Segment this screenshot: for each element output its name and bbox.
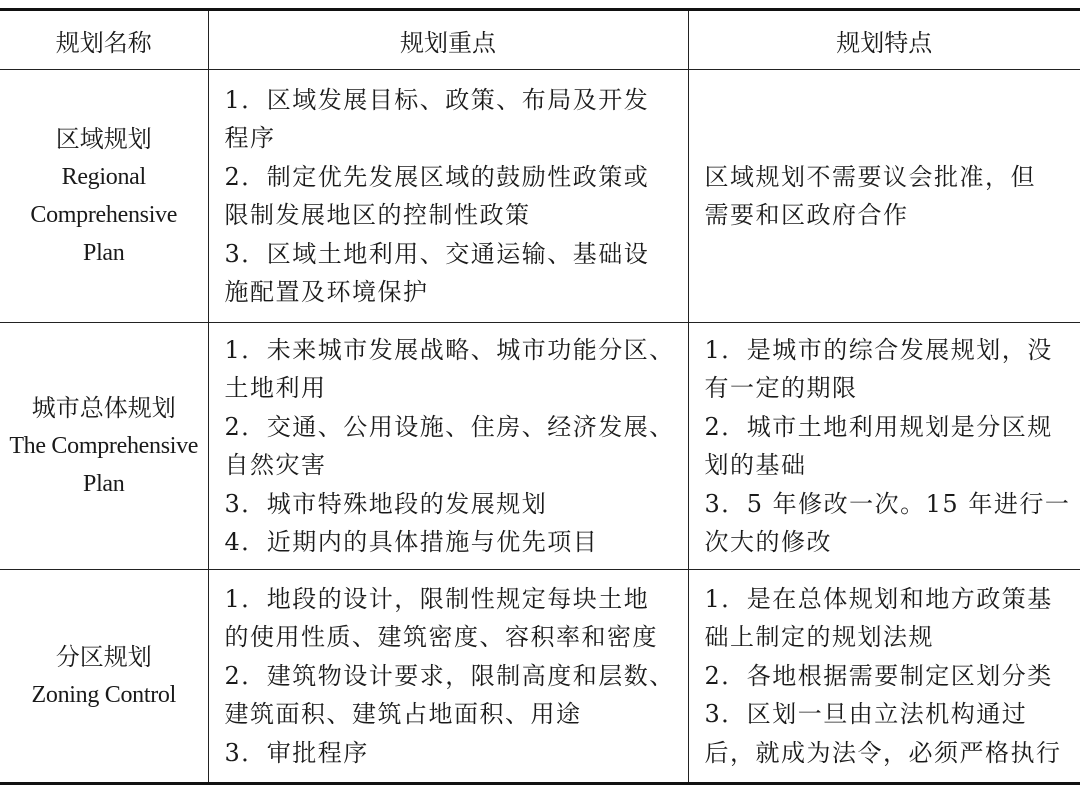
focus-line: 自然灾害 xyxy=(224,451,327,479)
table-row xyxy=(0,570,1080,784)
focus-line: 3．审批程序 xyxy=(224,738,369,767)
focus-line: 1．区域发展目标、政策、布局及开发 xyxy=(224,85,650,114)
plan-name-en: Comprehensive xyxy=(30,202,178,228)
focus-line: 2．交通、公用设施、住房、经济发展、 xyxy=(224,412,675,441)
plan-focus-cell xyxy=(208,70,688,323)
feature-line: 2．各地根据需要制定区划分类 xyxy=(704,661,1053,690)
plan-name-zh: 分区规划 xyxy=(55,643,152,671)
plan-feature-cell xyxy=(688,323,1080,570)
feature-line: 础上制定的规划法规 xyxy=(704,623,934,652)
feature-line: 1．是在总体规划和地方政策基 xyxy=(704,584,1053,613)
feature-line: 区域规划不需要议会批准，但 xyxy=(704,162,1036,191)
focus-line: 1．地段的设计，限制性规定每块土地 xyxy=(224,584,650,613)
feature-line: 1．是城市的综合发展规划，没 xyxy=(704,335,1053,364)
focus-line: 1．未来城市发展战略、城市功能分区、 xyxy=(224,335,675,364)
plan-feature-cell xyxy=(688,70,1080,323)
focus-line: 建筑面积、建筑占地面积、用途 xyxy=(224,700,582,729)
feature-line: 后，就成为法令，必须严格执行 xyxy=(704,738,1062,767)
plan-name-cell xyxy=(0,323,208,570)
plan-name-en: Plan xyxy=(83,471,125,497)
planning-comparison-table xyxy=(0,8,1080,785)
focus-line: 土地利用 xyxy=(224,374,327,402)
header-plan-feature: 规划特点 xyxy=(688,10,1080,70)
plan-name-cell xyxy=(0,570,208,784)
focus-line: 限制发展地区的控制性政策 xyxy=(224,201,531,229)
feature-line: 需要和区政府合作 xyxy=(704,201,909,229)
feature-line: 划的基础 xyxy=(704,451,807,479)
plan-focus-cell xyxy=(208,323,688,570)
plan-name-zh: 区域规划 xyxy=(55,125,152,153)
feature-line: 3．5 年修改一次。15 年进行一 xyxy=(704,489,1071,518)
header-plan-name: 规划名称 xyxy=(0,10,208,70)
plan-name-en: Regional xyxy=(61,164,146,190)
focus-line: 3．区域土地利用、交通运输、基础设 xyxy=(224,239,650,268)
focus-line: 程序 xyxy=(224,124,276,152)
plan-feature-cell xyxy=(688,570,1080,784)
focus-line: 施配置及环境保护 xyxy=(224,278,429,306)
plan-focus-cell xyxy=(208,570,688,784)
feature-line: 3．区划一旦由立法机构通过 xyxy=(704,700,1028,729)
focus-line: 2．制定优先发展区域的鼓励性政策或 xyxy=(224,162,650,191)
header-row xyxy=(0,10,1080,70)
header-plan-focus: 规划重点 xyxy=(208,10,688,70)
focus-line: 4．近期内的具体措施与优先项目 xyxy=(224,528,599,556)
plan-name-en: Plan xyxy=(83,240,125,266)
plan-name-cell xyxy=(0,70,208,323)
focus-line: 3．城市特殊地段的发展规划 xyxy=(224,489,548,518)
focus-line: 的使用性质、建筑密度、容积率和密度 xyxy=(224,623,658,652)
plan-name-en: Zoning Control xyxy=(31,682,176,708)
plan-name-en: The Comprehensive xyxy=(9,433,199,459)
feature-line: 次大的修改 xyxy=(704,528,832,556)
feature-line: 有一定的期限 xyxy=(704,374,858,402)
focus-line: 2．建筑物设计要求，限制高度和层数、 xyxy=(224,661,675,690)
table-row xyxy=(0,323,1080,570)
table-row xyxy=(0,70,1080,323)
plan-name-zh: 城市总体规划 xyxy=(31,394,176,422)
feature-line: 2．城市土地利用规划是分区规 xyxy=(704,412,1053,441)
